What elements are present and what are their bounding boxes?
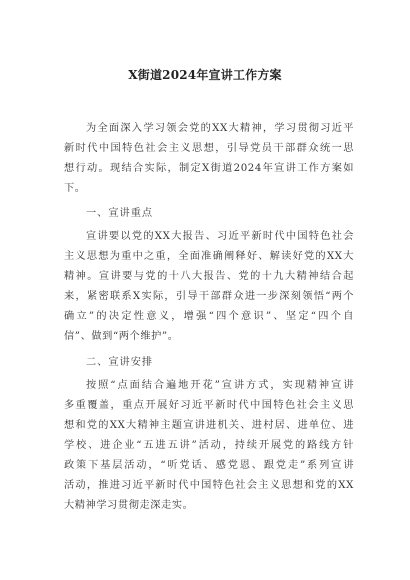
paragraph-line: 想行动。现结合实际，制定X街道2024年宣讲工作方案如 <box>64 163 354 174</box>
paragraph-line: 确立”的决定性意义，增强“四个意识”、坚定“四个自 <box>64 311 354 322</box>
paragraph-line: 为全面深入学习领会党的XX大精神，学习贯彻习近平 <box>86 123 354 134</box>
paragraph-line: 新时代中国特色社会主义思想，引导党员干部群众统一思 <box>64 143 354 154</box>
paragraph-line: 按照“点面结合遍地开花”宣讲方式，实现精神宣讲 <box>86 380 354 391</box>
paragraph-line: 信”、做到“两个维护”。 <box>64 331 179 342</box>
paragraph-line: 宣讲要以党的XX大报告、习近平新时代中国特色社会 <box>86 231 354 242</box>
paragraph-line: 活动，推进习近平新时代中国特色社会主义思想和党的XX <box>64 480 354 491</box>
section-heading: 二、宣讲安排 <box>86 357 154 368</box>
paragraph-line: 精神。宣讲要与党的十八大报告、党的十九大精神结合起 <box>64 271 354 282</box>
document-title: X街道2024年宣讲工作方案 <box>128 68 282 82</box>
paragraph-line: 主义思想为重中之重，全面准确阐释好、解读好党的XX大 <box>64 251 354 262</box>
paragraph-line: 学校、进企业“五进五讲”活动，持续开展党的路线方针 <box>64 440 354 451</box>
section-heading: 一、宣讲重点 <box>86 208 154 219</box>
paragraph-line: 来，紧密联系X实际，引导干部群众进一步深刻领悟“两个 <box>64 291 354 302</box>
paragraph-line: 政策下基层活动，“听党话、感党恩、跟党走”系列宣讲 <box>64 460 354 471</box>
paragraph-line: 大精神学习贯彻走深走实。 <box>64 500 194 511</box>
paragraph-line: 下。 <box>64 183 86 194</box>
paragraph-line: 多重覆盖，重点开展好习近平新时代中国特色社会主义思 <box>64 400 354 411</box>
paragraph-line: 想和党的XX大精神主题宣讲进机关、进村居、进单位、进 <box>64 420 354 431</box>
